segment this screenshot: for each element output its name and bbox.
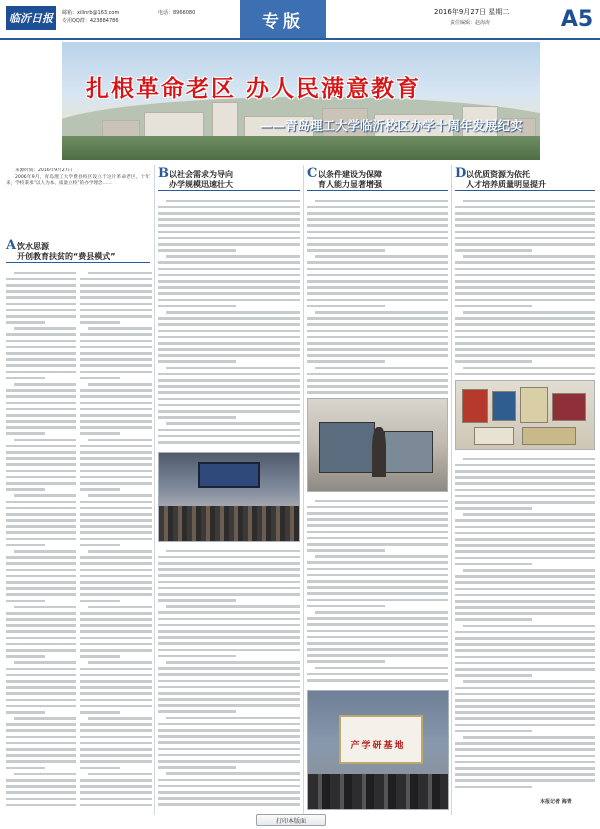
responsible-editor: 责任编辑：赵海涛 xyxy=(450,20,491,26)
section-c-letter: C xyxy=(307,166,318,181)
section-d-body xyxy=(455,196,595,376)
banner-title: 扎根革命老区 办人民满意教育 xyxy=(86,76,422,102)
lab-photo xyxy=(307,398,448,492)
section-a-body xyxy=(6,268,76,812)
banner-image xyxy=(62,42,540,160)
section-a-heading xyxy=(6,238,150,264)
section-d-letter: D xyxy=(455,166,467,181)
contact-qq: 专用QQ群：423884786 xyxy=(62,18,119,24)
section-c-body-cont xyxy=(307,496,448,686)
page-number: A5 xyxy=(560,6,594,32)
plaque-text: 产学研基地 xyxy=(350,741,406,752)
research-base-photo xyxy=(307,690,449,810)
contact-email: 邮箱：xilinrb@163.com xyxy=(62,10,120,16)
paper-logo: 临沂日报 xyxy=(6,6,56,30)
section-a-subtitle: 开创教育扶贫的“费县模式” xyxy=(17,252,116,261)
contact-info xyxy=(62,9,172,25)
print-page-button[interactable]: 打印本版面 xyxy=(256,814,326,826)
expo-photo xyxy=(158,452,300,542)
section-a-body-cont xyxy=(80,268,152,812)
intro-paragraph-2: 2006年9月，青岛理工大学费县校区设立于这片革命老区。十年来，学校秉承“以人为本、质量立校”的办学理念…… xyxy=(6,175,150,187)
section-tab: 专版 xyxy=(240,0,326,38)
section-a-title: 饮水思源 xyxy=(17,242,49,251)
reporter-byline: 本报记者 海青 xyxy=(540,799,572,805)
section-c-title: 以条件建设为保障 xyxy=(318,170,382,179)
section-d-title: 以优质资源为依托 xyxy=(466,170,530,179)
issue-date: 2016年9月27日 星期二 xyxy=(434,8,510,16)
section-d-heading xyxy=(455,166,595,192)
section-b-subtitle: 办学规模迅速壮大 xyxy=(169,180,233,189)
contact-phone: 电话：8966080 xyxy=(158,10,196,16)
section-b-body-cont xyxy=(158,546,300,812)
section-b-title: 以社会需求为导向 xyxy=(169,170,233,179)
intro-text xyxy=(6,168,150,238)
section-b-body xyxy=(158,196,300,448)
section-b-letter: B xyxy=(158,166,169,181)
section-b-heading xyxy=(158,166,300,192)
section-c-subtitle: 育人能力显著增强 xyxy=(318,180,382,189)
awards-photo xyxy=(455,380,595,450)
section-c-heading xyxy=(307,166,448,192)
intro-paragraph-1: 来源时间：2016年9月27日 xyxy=(15,168,73,173)
section-c-body xyxy=(307,196,448,396)
section-d-subtitle: 人才培养质量明显提升 xyxy=(466,180,546,189)
section-d-body-cont xyxy=(455,454,595,794)
section-a-letter: A xyxy=(6,238,17,253)
banner-subtitle: ——青岛理工大学临沂校区办学十周年发展纪实 xyxy=(260,118,523,133)
masthead xyxy=(0,0,600,40)
